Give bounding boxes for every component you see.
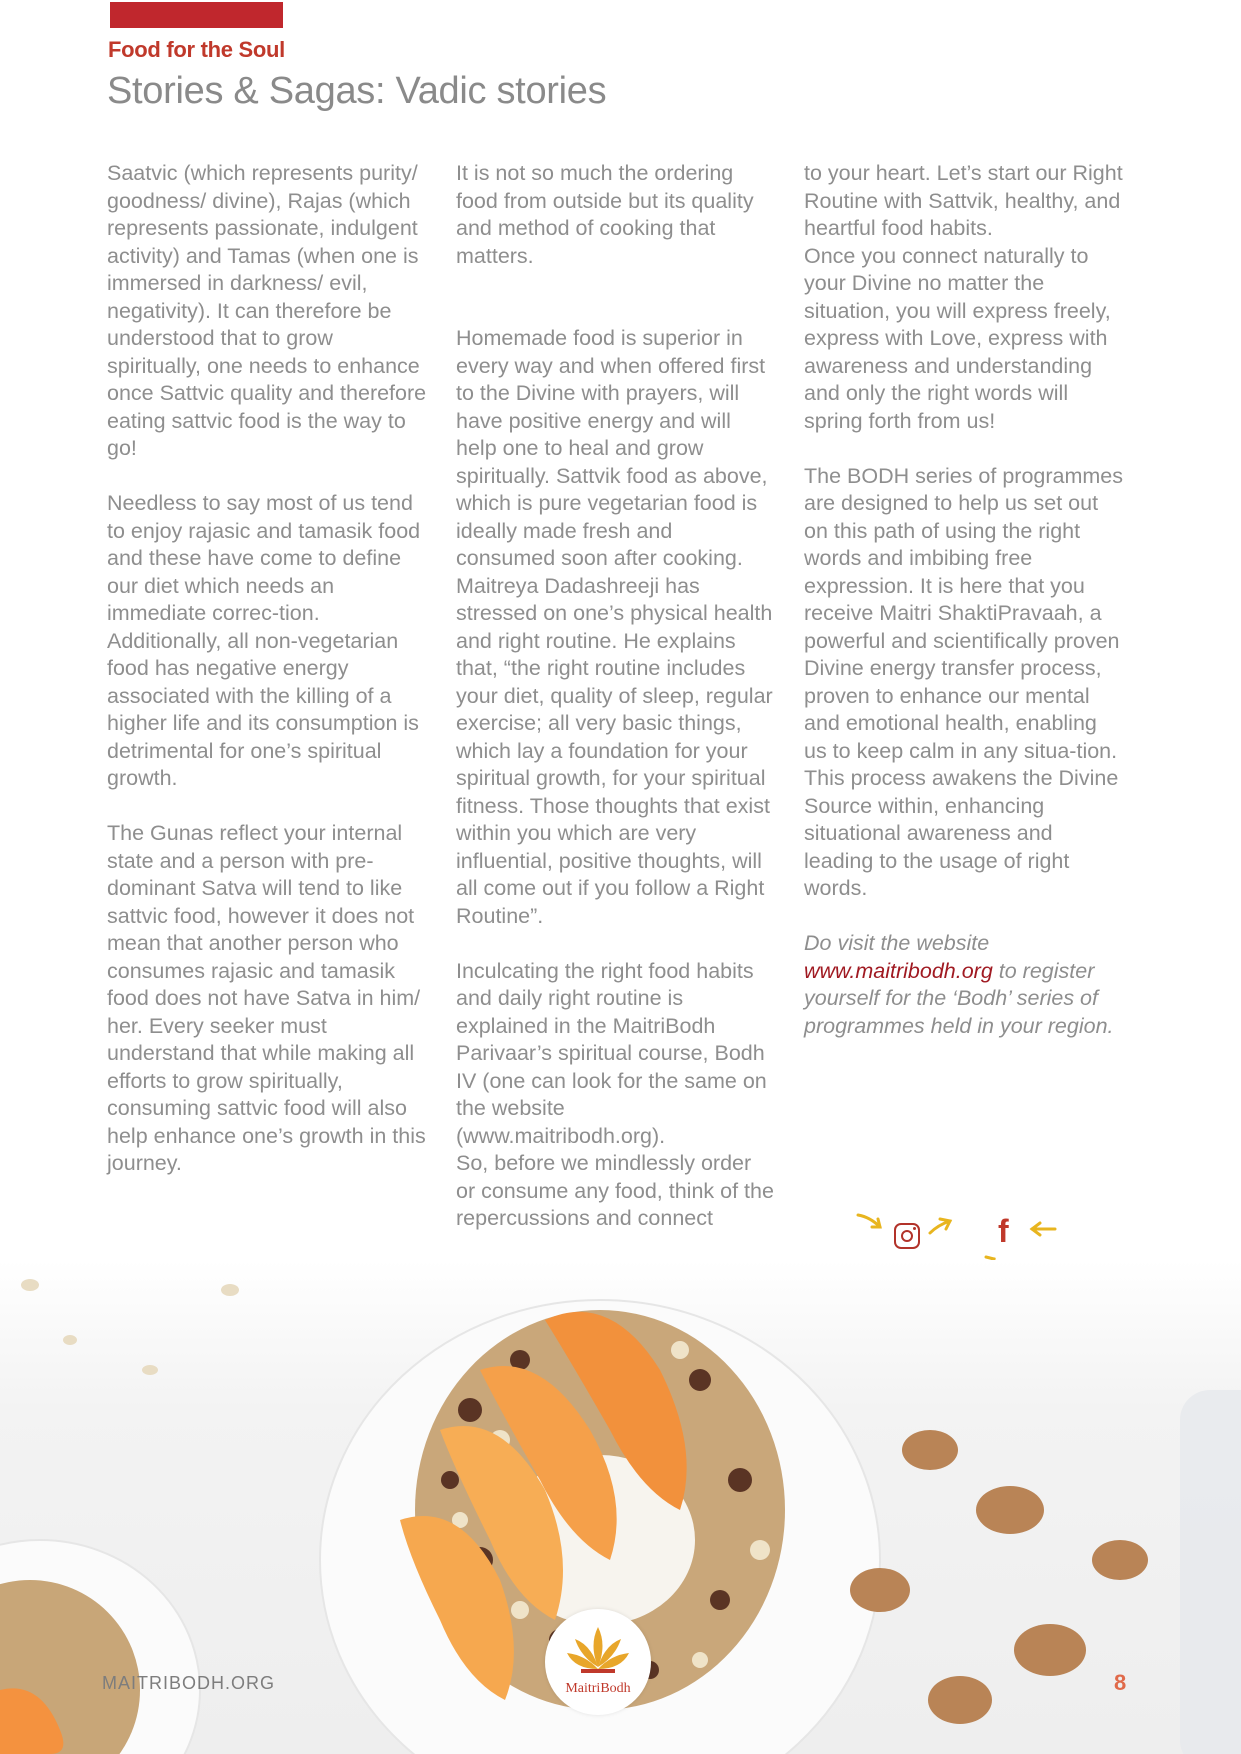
instagram-icon[interactable] — [894, 1223, 920, 1249]
column1-paragraph-1: Saatvic (which represents purity/ goodness/ divine), Rajas (which represents passionate, indulgent activity) and Tamas (when one is immersed in darkness/ evil, negativity). It can therefore be understood that to grow spiritually, one needs to enhance once Sattvic quality and therefore eating sattvic food is the way to go! — [107, 161, 427, 460]
header-accent-bar — [110, 2, 283, 28]
footer-site-name: MAITRIBODH.ORG — [102, 1673, 276, 1693]
column1-paragraph-4: The Gunas reflect your internal state and a person with pre-dominant Satva will tend to like sattvic food, however it does not mean that another person who consumes rajasic and tamasik food does not have Satva in him/ her. Every seeker must understand that while making all efforts to grow spiritually, consuming sattvic food will also help enhance one’s growth in this journey. — [107, 821, 426, 1175]
article-column-2 — [456, 160, 776, 1233]
page-number: 8 — [1114, 1670, 1127, 1695]
website-call-to-action — [804, 930, 1124, 1040]
logo-wordmark: MaitriBodh — [565, 1681, 631, 1696]
column2-paragraph-2: Homemade food is superior in every way and when offered first to the Divine with prayers, will have positive energy and will help one to heal and grow spiritually. Sattvik food as above, which is pure vegetarian food is ideally made fresh and consumed soon after cooking. Maitreya Dadashreeji has stressed on one’s physical health and right routine. He explains that, “the right routine includes your diet, quality of sleep, regular exercise; all very basic things, which lay a foundation for your spiritual growth, for your spiritual fitness. Those thoughts that exist within you which are very influential, positive thoughts, will all come out if you follow a Right Routine”. — [456, 326, 773, 928]
article-column-1 — [107, 160, 427, 1178]
page-title: Stories & Sagas: Vadic stories — [107, 70, 607, 112]
column2-paragraph-1: It is not so much the ordering food from outside but its quality and method of cooking that matters. — [456, 161, 754, 268]
column3-paragraph-3: The BODH series of programmes are designed to help us set out on this path of using the right words and imbibing free expression. It is here that you receive Maitri ShaktiPravaah, a powerful and scientifically proven Divine energy transfer process, proven to enhance our mental and emotional health, enabling us to keep calm in any situa-tion. This process awakens the Divine Source within, enhancing situational awareness and leading to the usage of right words. — [804, 463, 1124, 900]
facebook-icon[interactable]: f — [998, 1213, 1009, 1249]
column3-paragraph-2: Once you connect naturally to your Divine no matter the situation, you will express freely, express with Love, express with awareness and understanding and only the right words will spring forth from us! — [804, 243, 1111, 433]
cta-prefix: Do visit the website — [804, 931, 990, 955]
column2-paragraph-3: Inculcating the right food habits and daily right routine is explained in the MaitriBodh Parivaar’s spiritual course, Bodh IV (one can look for the same on the website (www.maitribodh.org). — [456, 958, 767, 1148]
column3-paragraph-1: to your heart. Let’s start our Right Routine with Sattvik, healthy, and heartful food habits. — [804, 161, 1123, 240]
cta-suffix: to register yourself for the ‘Bodh’ series of programmes held in your region. — [804, 958, 1114, 1038]
website-link[interactable]: www.maitribodh.org — [804, 958, 993, 983]
column2-paragraph-4: So, before we mindlessly order or consume any food, think of the repercussions and connect — [456, 1151, 774, 1230]
section-label: Food for the Soul — [108, 37, 285, 62]
article-column-3 — [804, 160, 1124, 1040]
column1-paragraph-3: Additionally, all non-vegetarian food has negative energy associated with the killing of a higher life and its consumption is detrimental for one’s spiritual growth. — [107, 628, 419, 790]
column1-paragraph-2: Needless to say most of us tend to enjoy rajasic and tamasik food and these have come to define our diet which needs an immediate correc-tion. — [107, 491, 421, 625]
maitribodh-logo — [545, 1609, 651, 1715]
lotus-icon — [545, 1609, 651, 1715]
